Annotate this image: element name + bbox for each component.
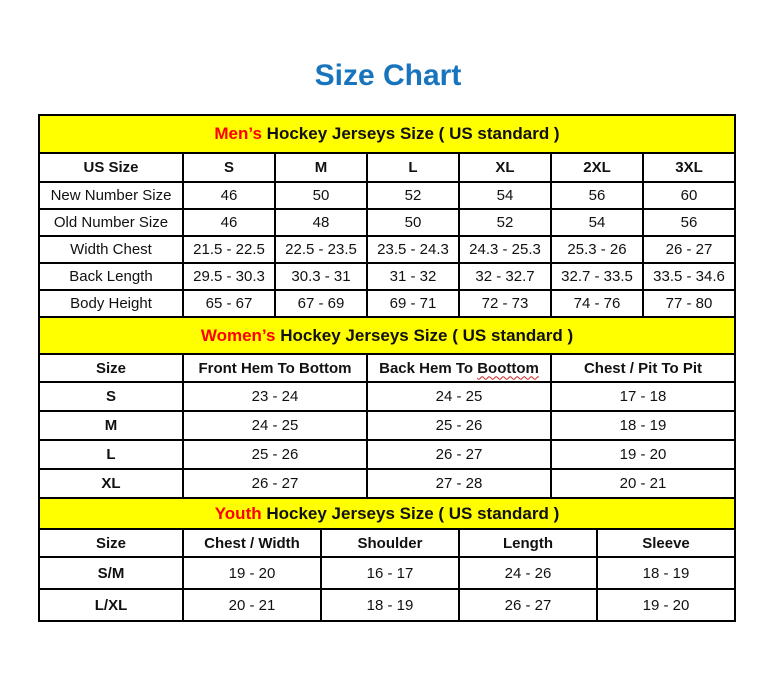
cell-value: 18 - 19 [321, 589, 459, 621]
cell-value: 20 - 21 [183, 589, 321, 621]
column-header: Size [39, 354, 183, 382]
cell-value: 31 - 32 [367, 263, 459, 290]
table-row [39, 440, 735, 469]
youth-column-header-row [39, 529, 735, 557]
column-header: Front Hem To Bottom [183, 354, 367, 382]
column-header: 3XL [643, 153, 735, 182]
womens-section-header [39, 317, 735, 354]
cell-value: 77 - 80 [643, 290, 735, 317]
cell-value: 19 - 20 [551, 440, 735, 469]
table-row [39, 469, 735, 498]
column-header: S [183, 153, 275, 182]
cell-value: 24 - 25 [367, 382, 551, 411]
cell-value: 60 [643, 182, 735, 209]
row-label: S/M [39, 557, 183, 589]
cell-value: 26 - 27 [459, 589, 597, 621]
cell-value: 24.3 - 25.3 [459, 236, 551, 263]
cell-value: 18 - 19 [551, 411, 735, 440]
table-row [39, 589, 735, 621]
cell-value: 24 - 26 [459, 557, 597, 589]
row-label: S [39, 382, 183, 411]
womens-column-header-row [39, 354, 735, 382]
cell-value: 46 [183, 209, 275, 236]
row-label: Old Number Size [39, 209, 183, 236]
table-row [39, 209, 735, 236]
youth-size-table [38, 497, 736, 622]
table-row [39, 236, 735, 263]
cell-value: 33.5 - 34.6 [643, 263, 735, 290]
cell-value: 56 [643, 209, 735, 236]
cell-value: 65 - 67 [183, 290, 275, 317]
cell-value: 21.5 - 22.5 [183, 236, 275, 263]
column-header: Shoulder [321, 529, 459, 557]
cell-value: 16 - 17 [321, 557, 459, 589]
youth-section-title-highlight: Youth [214, 503, 262, 523]
cell-value: 20 - 21 [551, 469, 735, 498]
row-label: XL [39, 469, 183, 498]
table-row [39, 382, 735, 411]
table-row [39, 182, 735, 209]
cell-value: 74 - 76 [551, 290, 643, 317]
cell-value: 50 [367, 209, 459, 236]
column-header: L [367, 153, 459, 182]
row-label: L [39, 440, 183, 469]
womens-section-title-rest: Hockey Jerseys Size ( US standard ) [280, 325, 574, 345]
row-label: Body Height [39, 290, 183, 317]
table-row [39, 263, 735, 290]
misspelled-word: Boottom [477, 359, 539, 377]
youth-section-title-rest: Hockey Jerseys Size ( US standard ) [266, 503, 560, 523]
cell-value: 48 [275, 209, 367, 236]
mens-section-header [39, 115, 735, 153]
column-header: Sleeve [597, 529, 735, 557]
row-label: Back Length [39, 263, 183, 290]
cell-value: 26 - 27 [183, 469, 367, 498]
column-header: Length [459, 529, 597, 557]
womens-section-title [39, 317, 735, 354]
youth-section-header [39, 498, 735, 529]
mens-section-title [39, 115, 735, 153]
cell-value: 22.5 - 23.5 [275, 236, 367, 263]
column-header: Size [39, 529, 183, 557]
cell-value: 67 - 69 [275, 290, 367, 317]
mens-section-title-highlight: Men’s [214, 124, 262, 143]
row-label: New Number Size [39, 182, 183, 209]
cell-value: 52 [459, 209, 551, 236]
cell-value: 25 - 26 [183, 440, 367, 469]
page-title: Size Chart [314, 59, 462, 92]
cell-value: 69 - 71 [367, 290, 459, 317]
cell-value: 29.5 - 30.3 [183, 263, 275, 290]
table-row [39, 557, 735, 589]
cell-value: 27 - 28 [367, 469, 551, 498]
column-header: 2XL [551, 153, 643, 182]
youth-section-title [39, 498, 735, 529]
cell-value: 23 - 24 [183, 382, 367, 411]
cell-value: 19 - 20 [183, 557, 321, 589]
womens-size-table [38, 316, 736, 499]
cell-value: 72 - 73 [459, 290, 551, 317]
mens-size-table [38, 114, 736, 318]
cell-value: 26 - 27 [643, 236, 735, 263]
column-header [367, 354, 551, 382]
cell-value: 30.3 - 31 [275, 263, 367, 290]
row-label: Width Chest [39, 236, 183, 263]
cell-value: 50 [275, 182, 367, 209]
cell-value: 54 [551, 209, 643, 236]
cell-value: 56 [551, 182, 643, 209]
column-header: Chest / Width [183, 529, 321, 557]
table-row [39, 290, 735, 317]
column-header-text: Back Hem To [379, 359, 474, 377]
cell-value: 46 [183, 182, 275, 209]
column-header: Chest / Pit To Pit [551, 354, 735, 382]
womens-section-title-highlight: Women’s [200, 325, 276, 345]
column-header: US Size [39, 153, 183, 182]
cell-value: 25 - 26 [367, 411, 551, 440]
cell-value: 52 [367, 182, 459, 209]
cell-value: 19 - 20 [597, 589, 735, 621]
column-header: M [275, 153, 367, 182]
cell-value: 24 - 25 [183, 411, 367, 440]
cell-value: 32 - 32.7 [459, 263, 551, 290]
cell-value: 25.3 - 26 [551, 236, 643, 263]
cell-value: 32.7 - 33.5 [551, 263, 643, 290]
size-chart-tables [38, 114, 736, 622]
mens-column-header-row [39, 153, 735, 182]
cell-value: 18 - 19 [597, 557, 735, 589]
column-header: XL [459, 153, 551, 182]
cell-value: 17 - 18 [551, 382, 735, 411]
table-row [39, 411, 735, 440]
cell-value: 26 - 27 [367, 440, 551, 469]
mens-section-title-rest: Hockey Jerseys Size ( US standard ) [266, 124, 560, 143]
cell-value: 23.5 - 24.3 [367, 236, 459, 263]
cell-value: 54 [459, 182, 551, 209]
row-label: L/XL [39, 589, 183, 621]
row-label: M [39, 411, 183, 440]
